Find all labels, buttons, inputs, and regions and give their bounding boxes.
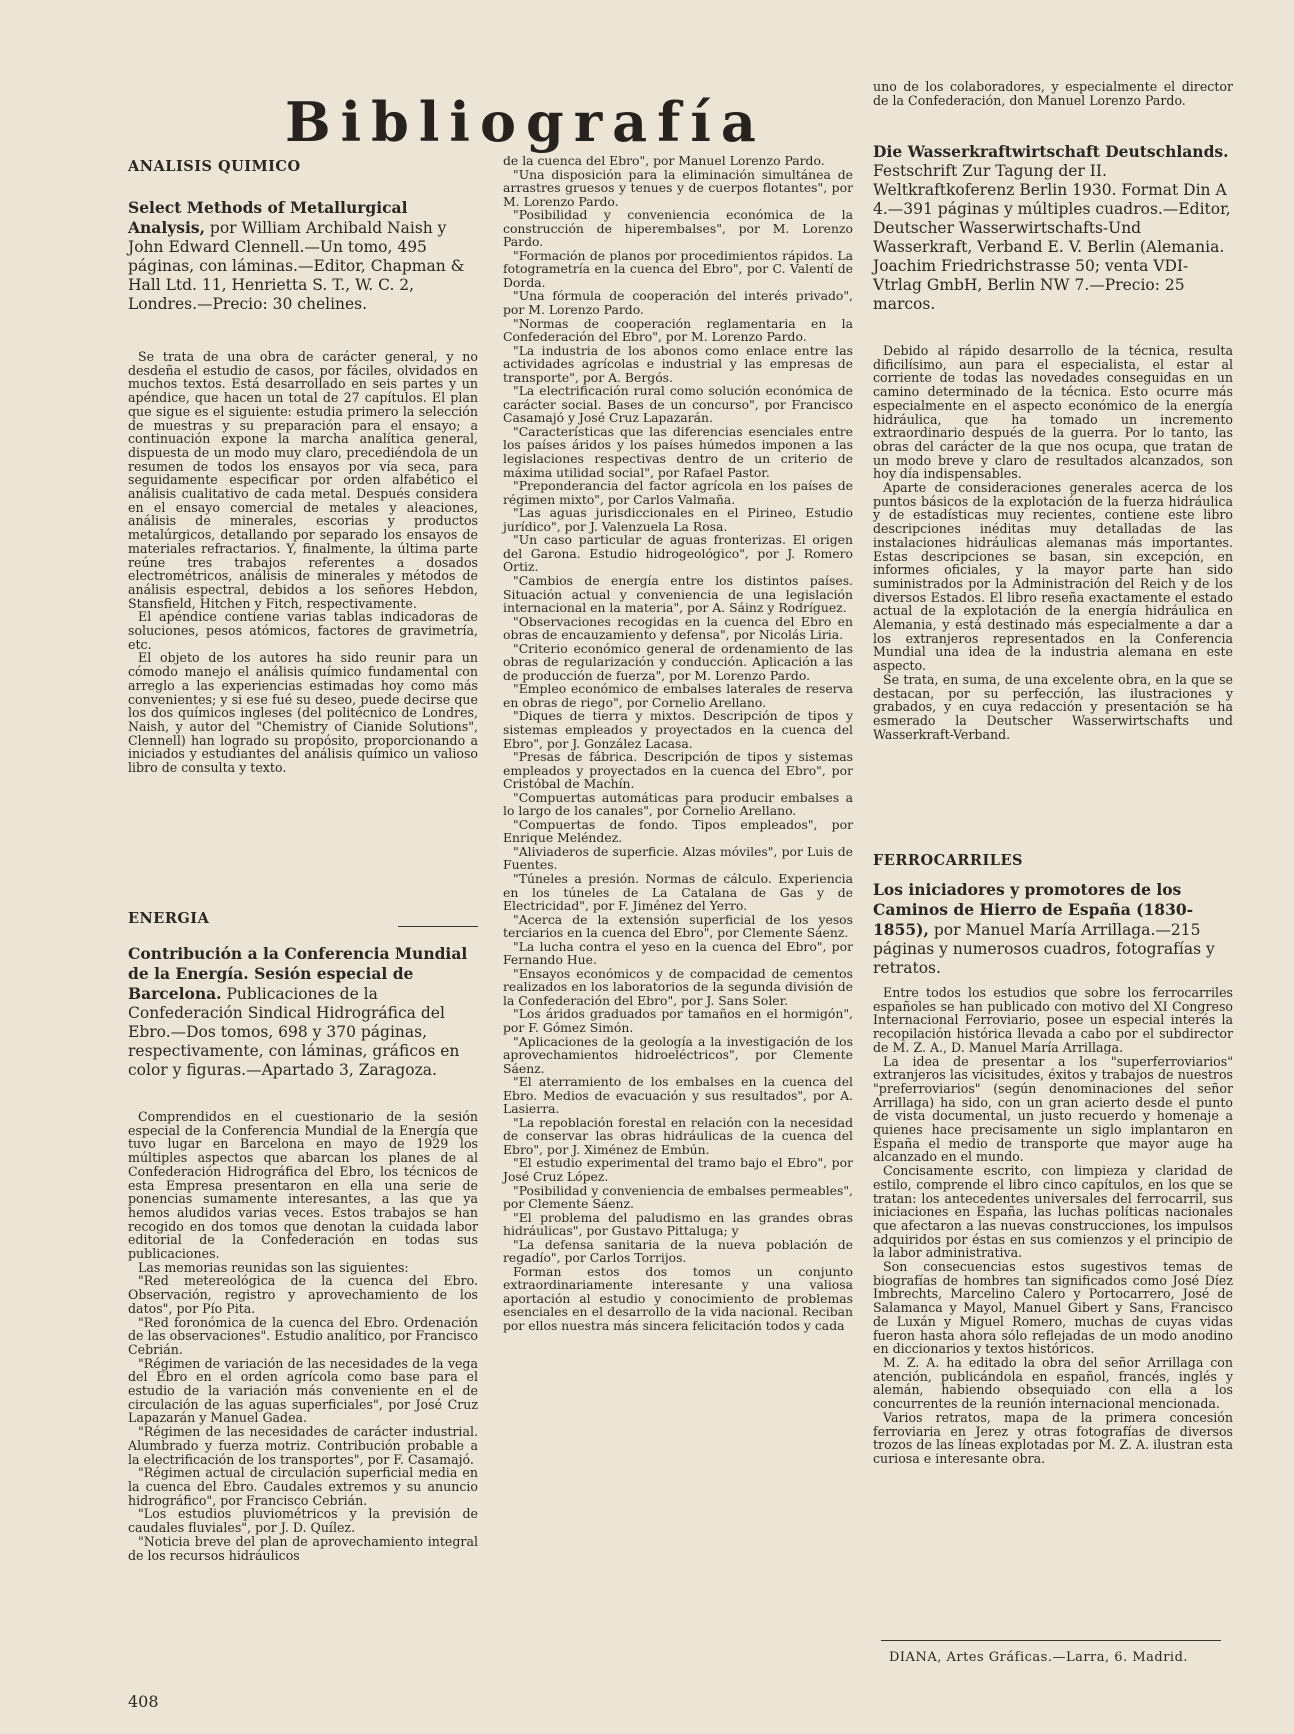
entry-body-caminos-de-hierro xyxy=(873,986,1233,1466)
entry-title: Die Wasserkraftwirtschaft Deutschlands. xyxy=(873,142,1229,161)
paragraph: "Una fórmula de cooperación del interés privado", por M. Lorenzo Pardo. xyxy=(503,288,853,318)
entry-title: Select Methods of Metallurgical Analysis, xyxy=(128,198,408,237)
paragraph: "Empleo económico de embalses laterales de reserva en obras de riego", por Cornelio Arellano. xyxy=(503,681,853,710)
paragraph: "Diques de tierra y mixtos. Descripción de tipos y sistemas empleados y proyectados en la cuenca del Ebro", por J. González Lacasa. xyxy=(503,708,853,751)
paragraph: "Acerca de la extensión superficial de los yesos terciarios en la cuenca del Ebro", por Clemente Sáenz. xyxy=(503,911,853,941)
paragraph: "La electrificación rural como solución económica de carácter social. Bases de un concurso", por Francisco Casamajó y José Cruz Lapazarán. xyxy=(503,383,853,426)
paragraph: "Los áridos graduados por tamaños en el hormigón", por F. Gómez Simón. xyxy=(503,1006,853,1035)
entry-heading-caminos-de-hierro xyxy=(873,880,1233,978)
column-intro xyxy=(873,80,1233,107)
paragraph: Concisamente escrito, con limpieza y claridad de estilo, comprende el libro cinco capítulos, en los que se tratan: los antecedentes universales del ferrocarril, sus iniciaciones en España, las luchas políticas nacionales que afectaron a las nuevas construcciones, los impulsos adquiridos por éstas en sus comienzos y el principio de la labor administrativa. xyxy=(873,1163,1233,1261)
entry-heading-metallurgical-analysis xyxy=(128,198,478,314)
paragraph: "Un caso particular de aguas fronterizas. El origen del Garona. Estudio hidrogeológico", por J. Romero Ortiz. xyxy=(503,532,853,575)
paragraph: Aparte de consideraciones generales acerca de los puntos básicos de la explotación de la fuerza hidráulica y de estadísticas muy recientes, contiene este libro descripciones inéditas muy detalladas de las instalaciones hidráulicas alemanas más importantes. Estas descripciones se basan, sin excepción, en informes oficiales, y la mayor parte han sido suministrados por la Administración del Reich y de los diversos Estados. El libro reseña exactamente el estado actual de la explotación de la energía hidráulica en Alemania, y está destinado más especialmente a dar a los extranjeros representados en la Conferencia Mundial una idea de la industria alemana en este aspecto. xyxy=(873,480,1233,674)
paragraph: "Las aguas jurisdiccionales en el Pirineo, Estudio jurídico", por J. Valenzuela La Rosa. xyxy=(503,505,853,534)
paragraph: "Régimen de las necesidades de carácter industrial. Alumbrado y fuerza motriz. Contribución probable a la electrificación de los transportes", por F. Casamajó. xyxy=(128,1424,478,1467)
entry-details: Festschrift Zur Tagung der II. Weltkraftkoferenz Berlin 1930. Format Din A 4.—391 páginas y múltiples cuadros.—Editor, Deutscher Wasserwirtschafts-Und Wasserkraft, Verband E. V. Berlin (Alemania. Joachim Friedrichstrasse 50; venta VDI-Vtrlag GmbH, Berlin NW 7.—Precio: 25 marcos. xyxy=(873,162,1231,313)
section-heading-analisis-quimico: ANALISIS QUIMICO xyxy=(128,158,301,175)
paragraph: Varios retratos, mapa de la primera concesión ferroviaria en Jerez y otras fotografías de diversos trozos de las líneas explotadas por M. Z. A. ilustran esta curiosa e interesante obra. xyxy=(873,1409,1233,1466)
paragraph: Entre todos los estudios que sobre los ferrocarriles españoles se han publicado con motivo del XI Congreso Internacional Ferroviario, posee un especial interés la recopilación histórica llevada a cabo por el subdirector de M. Z. A., D. Manuel María Arrillaga. xyxy=(873,985,1233,1055)
section-rule xyxy=(398,926,478,927)
paragraph: "Una disposición para la eliminación simultánea de arrastres gruesos y tenues y de cuerpos flotantes", por M. Lorenzo Pardo. xyxy=(503,166,853,209)
paragraph: "Posibilidad y conveniencia económica de la construcción de hiperembalses", por M. Lorenzo Pardo. xyxy=(503,207,853,250)
paragraph: "Compuertas automáticas para producir embalses a lo largo de los canales", por Cornelio Arellano. xyxy=(503,789,853,819)
page-title: Bibliografía xyxy=(285,90,766,154)
entry-title: Los iniciadores y promotores de los Caminos de Hierro de España (1830-1855), xyxy=(873,880,1194,939)
paragraph: "Compuertas de fondo. Tipos empleados", por Enrique Meléndez. xyxy=(503,816,853,846)
paragraph: "Los estudios pluviométricos y la previsión de caudales fluviales", por J. D. Quílez. xyxy=(128,1506,478,1536)
paragraph: uno de los colaboradores, y especialmente el director de la Confederación, don Manuel Lorenzo Pardo. xyxy=(873,79,1233,108)
paragraph: Las memorias reunidas son las siguientes: xyxy=(138,1259,409,1275)
paragraph: "Normas de cooperación reglamentaria en la Confederación del Ebro", por M. Lorenzo Pardo. xyxy=(503,315,853,345)
paragraph: Forman estos dos tomos un conjunto extraordinariamente interesante y una valiosa aportación al estudio y conocimiento de problemas esenciales en el desarrollo de la vida nacional. Reciban por ellos nuestra más sincera felicitación todos y cada xyxy=(503,1263,853,1334)
entry-details: por William Archibald Naish y John Edward Clennell.—Un tomo, 495 páginas, con láminas.—Editor, Chapman & Hall Ltd. 11, Henrietta S. T., W. C. 2, Londres.—Precio: 30 chelines. xyxy=(128,219,465,313)
paragraph: "Noticia breve del plan de aprovechamiento integral de los recursos hidráulicos xyxy=(128,1533,478,1563)
paragraph: El apéndice contiene varias tablas indicadoras de soluciones, pesos atómicos, factores de gravimetría, etc. xyxy=(128,609,478,652)
paragraph: de la cuenca del Ebro", por Manuel Lorenzo Pardo. xyxy=(503,153,825,168)
paragraph: Se trata de una obra de carácter general, y no desdeña el estudio de casos, por fáciles, olvidados en muchos textos. Está desarrollado en seis partes y un apéndice, que hacen un total de 27 capítulos. El plan que sigue es el siguiente: estudia primero la selección de muestras y su preparación para el ensayo; a continuación expone la marcha analítica general, dispuesta de un modo muy claro, precediéndola de un resumen de todos los ensayos por vía seca, para seguidamente especificar por orden alfabético el análisis cualitativo de cada metal. Después considera en el ensayo comercial de metales y aleaciones, análisis de minerales, escorias y productos metalúrgicos, detallando por separado los ensayos de materiales refractarios. Y, finalmente, la última parte reúne tres trabajos referentes a dosados electrométricos, análisis de minerales y métodos de análisis espectral, debidos a los señores Hebdon, Stansfield, Hitchen y Fitch, respectivamente. xyxy=(128,349,478,611)
paragraph: Son consecuencias estos sugestivos temas de biografías de hombres tan significados como José Díez Imbrechts, Marcelino Calero y Portocarrero, José de Salamanca y Mayol, Manuel Gibert y Sans, Francisco de Luxán y Miguel Romero, muchas de cuyas vidas fueron hasta ahora sólo reflejadas de un modo anodino en diccionarios y textos históricos. xyxy=(873,1259,1233,1357)
paragraph: "Presas de fábrica. Descripción de tipos y sistemas empleados y proyectados en la cuenca del Ebro", por Cristóbal de Machín. xyxy=(503,749,853,792)
paragraph: Se trata, en suma, de una excelente obra, en la que se destacan, por su perfección, las ilustraciones y grabados, y en cuya redacción y presentación se ha esmerado la Deutscher Wasserwirtschafts und Wasserkraft-Verband. xyxy=(873,671,1233,742)
section-heading-ferrocarriles: FERROCARRILES xyxy=(873,852,1023,869)
paragraph: "Túneles a presión. Normas de cálculo. Experiencia en los túneles de La Catalana de Gas y de Electricidad", por F. Jiménez del Yerro. xyxy=(503,870,853,914)
paragraph: "Red foronómica de la cuenca del Ebro. Ordenación de las observaciones". Estudio analítico, por Francisco Cebrián. xyxy=(128,1314,478,1357)
entry-details: por Manuel María Arrillaga.—215 páginas y numerosos cuadros, fotografías y retratos. xyxy=(873,921,1215,977)
entry-body-wasserkraftwirtschaft xyxy=(873,344,1233,741)
entry-body-metallurgical-analysis xyxy=(128,350,478,775)
paragraph: Comprendidos en el cuestionario de la sesión especial de la Conferencia Mundial de la Energía que tuvo lugar en Barcelona en mayo de 1929 los múltiples aspectos que abarcan los planes de al Confederación Hidrográfica del Ebro, los técnicos de esta Empresa presentaron en ella una serie de ponencias sumamente interesantes, a las que ya hemos aludidos varias veces. Estos trabajos se han recogido en dos tomos que denotan la cuidada labor editorial de la Confederación en todas sus publicaciones. xyxy=(128,1109,478,1262)
paragraph: M. Z. A. ha editado la obra del señor Arrillaga con atención, publicándola en español, francés, inglés y alemán, habiendo obsequiado con ella a los concurrentes de la reunión internacional mencionada. xyxy=(873,1354,1233,1412)
paragraph: "Preponderancia del factor agrícola en los países de régimen mixto", por Carlos Valmaña. xyxy=(503,478,853,507)
paragraph: "La industria de los abonos como enlace entre las actividades agrícolas e industrial y las empresas de transporte", por A. Bergós. xyxy=(503,342,853,385)
paragraph: "La lucha contra el yeso en la cuenca del Ebro", por Fernando Hue. xyxy=(503,938,853,968)
paragraph: Debido al rápido desarrollo de la técnica, resulta dificilísimo, aun para el especialista, el estar al corriente de todas las novedades conseguidas en un camino determinado de la técnica. Esto ocurre más especialmente en el aspecto económico de la energía hidráulica, que ha tomado un incremento extraordinario después de la guerra. Por lo tanto, las obras del carácter de la que nos ocupa, que tratan de un modo breve y claro de resultados alcanzados, son hoy día indispensables. xyxy=(873,343,1233,482)
paragraph: "La defensa sanitaria de la nueva población de regadío", por Carlos Torrijos. xyxy=(503,1236,853,1266)
paragraph: "Características que las diferencias esenciales entre los países áridos y los países húmedos imponen a las legislaciones respectivas dentro de un criterio de máxima utilidad social", por Rafael Pastor. xyxy=(503,423,853,480)
paragraph: "La repoblación forestal en relación con la necesidad de conservar las obras hidráulicas de la cuenca del Ebro", por J. Ximénez de Embún. xyxy=(503,1114,853,1157)
paragraph: "Aliviaderos de superficie. Alzas móviles", por Luis de Fuentes. xyxy=(503,843,853,873)
entry-heading-conferencia-mundial xyxy=(128,944,478,1080)
paragraph: "Ensayos económicos y de compacidad de cementos realizados en los laboratorios de la segunda división de la Confederación del Ebro", por J. Sans Soler. xyxy=(503,965,853,1008)
paragraph: "Red metereológica de la cuenca del Ebro. Observación, registro y aprovechamiento de los datos", por Pío Pita. xyxy=(128,1273,478,1316)
entry-details: Publicaciones de la Confederación Sindical Hidrográfica del Ebro.—Dos tomos, 698 y 370 páginas, respectivamente, con láminas, gráficos en color y figuras.—Apartado 3, Zaragoza. xyxy=(128,985,460,1079)
paragraph: "Régimen actual de circulación superficial media en la cuenca del Ebro. Caudales extremos y su anuncio hidrográfico", por Francisco Cebrián. xyxy=(128,1465,478,1508)
paragraph: "Régimen de variación de las necesidades de la vega del Ebro en el orden agrícola como base para el estudio de la variación más conveniente en el de circulación de las aguas superficiales", por José Cruz Lapazarán y Manuel Gadea. xyxy=(128,1355,478,1426)
paragraph: "Formación de planos por procedimientos rápidos. La fotogrametría en la cuenca del Ebro", por C. Valentí de Dorda. xyxy=(503,247,853,290)
entry-heading-wasserkraftwirtschaft xyxy=(873,142,1233,314)
printer-imprint: DIANA, Artes Gráficas.—Larra, 6. Madrid. xyxy=(889,1650,1189,1665)
paragraph: "Cambios de energía entre los distintos países. Situación actual y conveniencia de una legislación internacional en la materia", por A. Sáinz y Rodríguez. xyxy=(503,572,853,616)
paragraph: "El aterramiento de los embalses en la cuenca del Ebro. Medios de evacuación y sus resultados", por A. Lasierra. xyxy=(503,1074,853,1117)
entry-body-conferencia-mundial xyxy=(128,1110,478,1562)
page-number: 408 xyxy=(128,1692,159,1711)
paragraph: "Criterio económico general de ordenamiento de las obras de regularización y conducción. Aplicación a las de producción de fuerza", por M. Lorenzo Pardo. xyxy=(503,640,853,683)
paragraph: El objeto de los autores ha sido reunir para un cómodo manejo el análisis químico fundamental con arreglo a las experiencias estimadas hoy como más convenientes; y si ese fué su deseo, puede decirse que los dos químicos ingleses (del politécnico de Londres, Naish, y autor del "Chemistry of Cianide Solutions", Clennell) han logrado su propósito, proporcionando a iniciados y estudiantes del análisis químico un valioso libro de consulta y texto. xyxy=(128,650,478,776)
ponencias-list xyxy=(503,154,853,1333)
paragraph: "Posibilidad y conveniencia de embalses permeables", por Clemente Sáenz. xyxy=(503,1182,853,1212)
paragraph: "Aplicaciones de la geología a la investigación de los aprovechamientos hidroeléctricos", por Clemente Sáenz. xyxy=(503,1033,853,1076)
paragraph: La idea de presentar a los "superferroviarios" extranjeros las vicisitudes, éxitos y trabajos de nuestros "preferroviarios" (según denominaciones del señor Arrillaga) ha sido, con un gran acierto desde el punto de vista documental, un justo recuerdo y homenaje a quienes hace precisamente un siglo implantaron en España el medio de transporte que mayor auge ha alcanzado en el mundo. xyxy=(873,1053,1233,1165)
paragraph: "El problema del paludismo en las grandes obras hidráulicas", por Gustavo Pittaluga; y xyxy=(503,1209,853,1239)
section-heading-energia: ENERGIA xyxy=(128,910,210,927)
entry-title: Contribución a la Conferencia Mundial de la Energía. Sesión especial de Barcelona. xyxy=(128,944,468,1003)
imprint-rule xyxy=(881,1640,1221,1641)
paragraph: "Observaciones recogidas en la cuenca del Ebro en obras de encauzamiento y defensa", por Nicolás Liria. xyxy=(503,613,853,643)
paragraph: "El estudio experimental del tramo bajo el Ebro", por José Cruz López. xyxy=(503,1155,853,1185)
